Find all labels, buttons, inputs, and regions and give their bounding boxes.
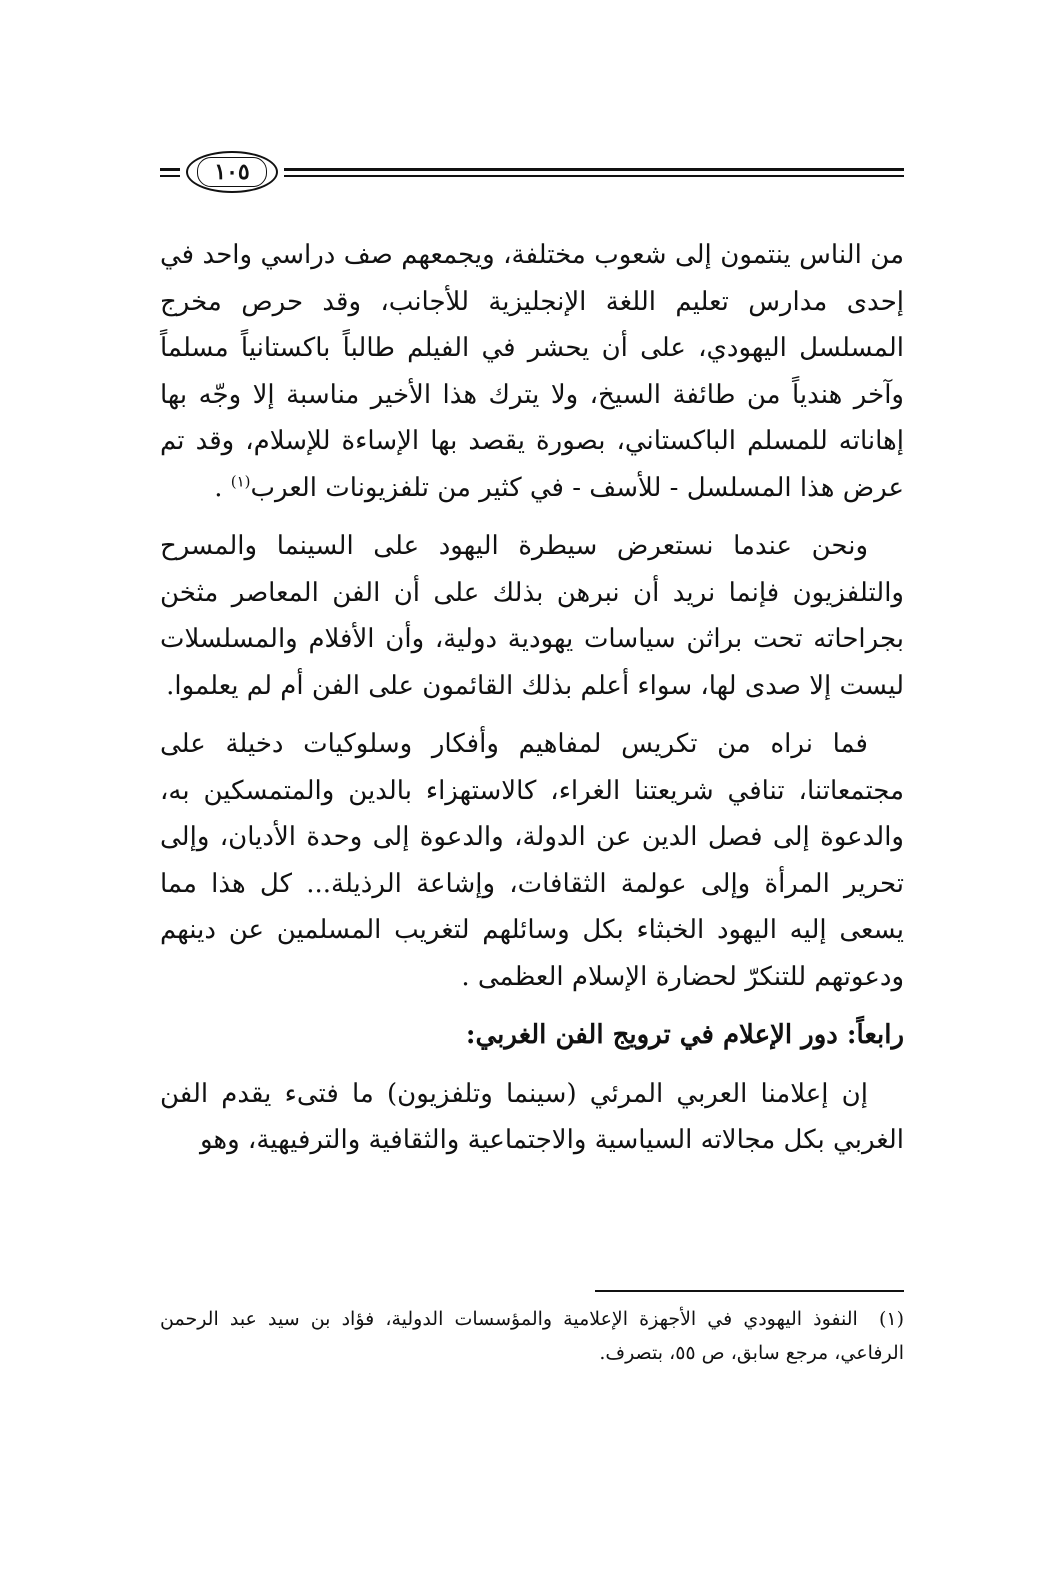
paragraph-2: ونحن عندما نستعرض سيطرة اليهود على السينما والمسرح والتلفزيون فإنما نريد أن نبرهن بذلك على أن الفن المعاصر مثخن بجراحاته تحت براثن سياسات يهودية دولية، وأن الأفلام والمسلسلات ليست إلا صدى لها، سواء أعلم بذلك القائمون على الفن أم لم يعلموا. (160, 531, 904, 701)
footnote-number: (١) (878, 1308, 904, 1330)
page-header (160, 150, 904, 196)
page-number: ١٠٥ (197, 157, 267, 187)
footnote-divider (595, 1290, 904, 1292)
paragraph-1-end: . (214, 472, 223, 503)
header-rule-left-thin (160, 175, 180, 177)
header-rule-left (160, 168, 180, 171)
paragraph-3: فما نراه من تكريس لمفاهيم وأفكار وسلوكيات دخيلة على مجتمعاتنا، تنافي شريعتنا الغراء، كالاستهزاء بالدين والمتمسكين به، والدعوة إلى فصل الدين عن الدولة، والدعوة إلى وحدة الأديان، وإلى تحرير المرأة وإلى عولمة الثقافات، وإشاعة الرذيلة... كل هذا مما يسعى إليه اليهود الخبثاء بكل وسائلهم لتغريب المسلمين عن دينهم ودعوتهم للتنكرّ لحضارة الإسلام العظمى . (160, 729, 904, 992)
paragraph-4: إن إعلامنا العربي المرئي (سينما وتلفزيون) ما فتىء يقدم الفن الغربي بكل مجالاته السياسية والاجتماعية والثقافية والترفيهية، وهو (160, 1078, 904, 1155)
footnote-reference: (١) (230, 471, 251, 490)
page-body (160, 232, 904, 1164)
paragraph-1 (160, 232, 904, 511)
header-rule-right (284, 168, 904, 171)
paragraph-1-text: من الناس ينتمون إلى شعوب مختلفة، ويجمعهم صف دراسي واحد في إحدى مدارس تعليم اللغة الإنجليزية للأجانب، وقد حرص مخرج المسلسل اليهودي، على أن يحشر في الفيلم طالباً باكستانياً مسلماً وآخر هندياً من طائفة السيخ، ولا يترك هذا الأخير مناسبة إلا وجّه بها إهاناته للمسلم الباكستاني، بصورة يقصد بها الإساءة للإسلام، وقد تم عرض هذا المسلسل - للأسف - في كثير من تلفزيونات العرب (160, 240, 904, 503)
page-number-badge (186, 151, 278, 193)
footnote (160, 1302, 904, 1370)
footnote-text: النفوذ اليهودي في الأجهزة الإعلامية والمؤسسات الدولية، فؤاد بن سيد عبد الرحمن الرفاعي، مرجع سابق، ص ٥٥، بتصرف. (160, 1308, 904, 1364)
header-rule-right-thin (284, 175, 904, 177)
section-heading: رابعاً: دور الإعلام في ترويج الفن الغربي: (465, 1020, 904, 1050)
